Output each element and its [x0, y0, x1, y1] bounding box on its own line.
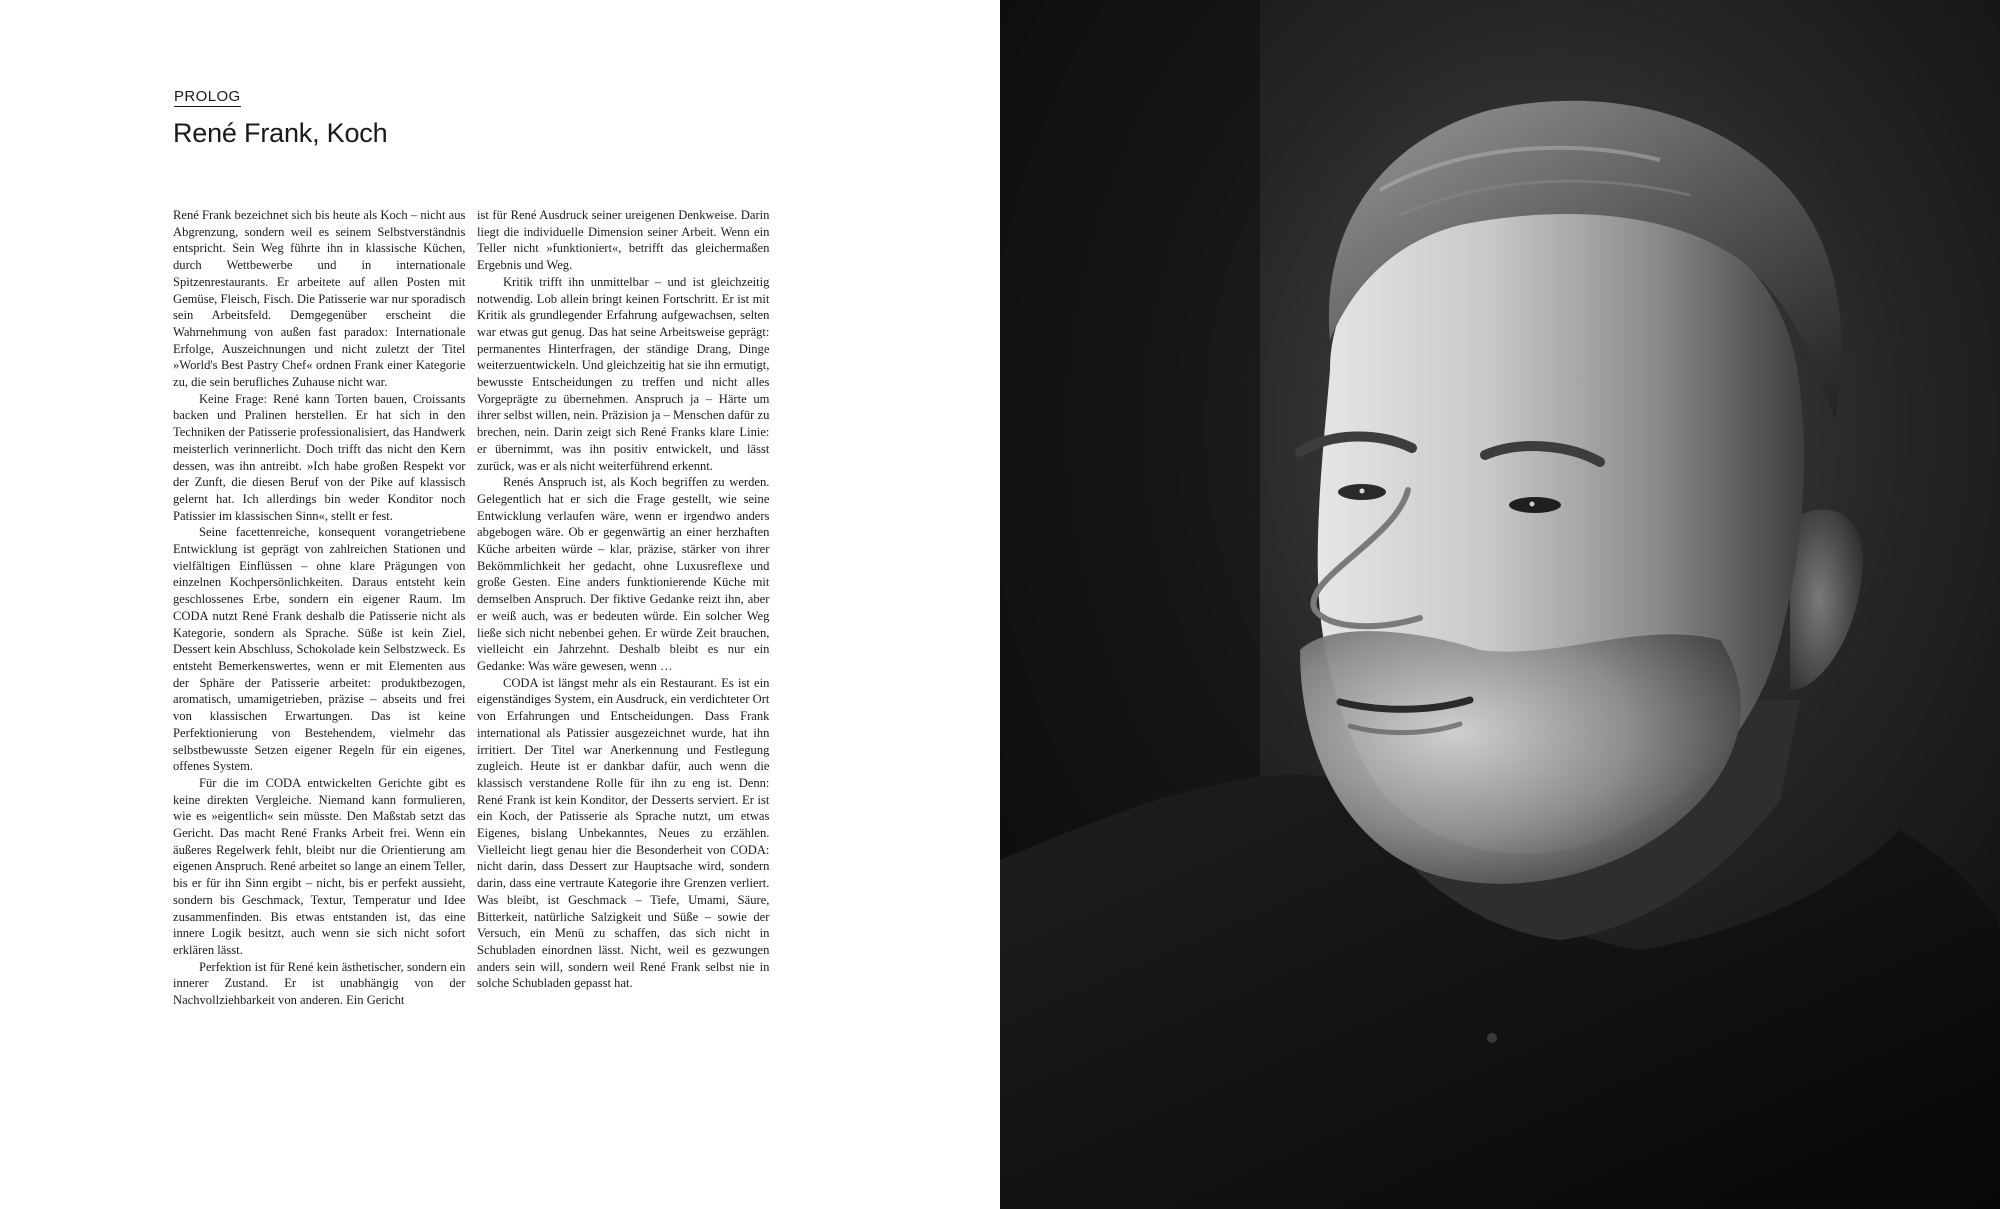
paragraph: CODA ist längst mehr als ein Restaurant. Es ist ein eigenständiges System, ein Ausdruck, ein verdichteter Ort von Erfahrungen und Entscheidungen. Dass Frank international als Patissier ausgezeichnet wurde, hat ihn irritiert. Der Titel war Anerkennung und Festlegung zugleich. Heute ist er dankbar dafür, auch wenn die klassisch verstandene Rolle für ihn zu eng ist. Denn: René Frank ist kein Konditor, der Desserts serviert. Er ist ein Koch, der Patisserie als Sprache nutzt, um etwas Eigenes, bislang Unbekanntes, Neues zu erzählen. Vielleicht liegt genau hier die Besonderheit von CODA: nicht darin, dass Dessert zur Hauptsache wird, sondern darin, dass eine vertraute Kategorie ihre Grenzen verliert. Was bleibt, ist Geschmack – Tiefe, Umami, Säure, Bitterkeit, natürliche Salzigkeit und Süße – sowie der Versuch, ein Menü zu schaffen, das sich nicht in Schubladen einordnen lässt. Nicht, weil es gezwungen anders sein will, sondern weil René Frank selbst nie in solche Schubladen gepasst hat. [477, 675, 770, 991]
paragraph: Perfektion ist für René kein ästhetischer, sondern ein innerer Zustand. Er ist unabhängig von der Nachvollziehbarkeit von anderen. Ein Gericht [173, 959, 466, 1008]
paragraph: Für die im CODA entwickelten Gerichte gibt es keine direkten Vergleiche. Niemand kann formulieren, wie es »eigentlich« sein müsste. Den Maßstab setzt das Gericht. Das macht René Franks Arbeit frei. Wenn ein äußeres Regelwerk fehlt, bleibt nur die Orientierung am eigenen Anspruch. René arbeitet so lange an einem Teller, bis er für ihn Sinn ergibt – nicht, bis er perfekt aussieht, sondern bis Geschmack, Textur, Temperatur und Idee zusammenfinden. Bis etwas entstanden ist, das eine innere Logik besitzt, auch wenn sie sich nicht sofort erklären lässt. [173, 775, 466, 957]
paragraph: René Frank bezeichnet sich bis heute als Koch – nicht aus Abgrenzung, sondern weil es seinem Selbstverständnis entspricht. Sein Weg führte ihn in klassische Küchen, durch Wettbewerbe und in internationale Spitzenrestaurants. Er arbeitete auf allen Posten mit Gemüse, Fleisch, Fisch. Die Patisserie war nur sporadisch sein Arbeitsfeld. Demgegenüber erscheint die Wahrnehmung von außen fast paradox: Internationale Erfolge, Auszeichnungen und nicht zuletzt der Titel »World's Best Pastry Chef« ordnen Frank einer Kategorie zu, die sein berufliches Zuhause nicht war. [173, 208, 466, 390]
paragraph: Kritik trifft ihn unmittelbar – und ist gleichzeitig notwendig. Lob allein bringt keinen Fortschritt. Er ist mit Kritik als grundlegender Erfahrung aufgewachsen, selten war etwas gut genug. Das hat seine Arbeitsweise geprägt: permanentes Hinterfragen, der ständige Drang, Dinge weiterzuentwickeln. Und gleichzeitig hat sie ihn ermutigt, bewusste Entscheidungen zu treffen und nicht alles Vorgeprägte zu übernehmen. Anspruch ja – Härte um ihrer selbst willen, nein. Präzision ja – Menschen dafür zu brechen, nein. Darin zeigt sich René Franks klare Linie: er übernimmt, was ihn positiv entwickelt, und lässt zurück, was er als nicht weiterführend erkennt. [477, 274, 770, 473]
paragraph: ist für René Ausdruck seiner ureigenen Denkweise. Darin liegt die individuelle Dimension seiner Arbeit. Wenn ein Teller nicht »funktioniert«, betrifft das gleichermaßen Ergebnis und Weg. [477, 208, 770, 273]
paragraph: Renés Anspruch ist, als Koch begriffen zu werden. Gelegentlich hat er sich die Frage gestellt, wie seine Entwicklung verlaufen wäre, wenn er irgendwo anders abgebogen wäre. Ob er gegenwärtig an einer herzhaften Küche arbeiten würde – klar, präzise, stärker von ihrer Bekömmlichkeit her gedacht, ohne Luxusreflexe und große Gesten. Eine anders funktionierende Küche mit demselben Anspruch. Der fiktive Gedanke reizt ihn, aber er weiß auch, was er bedeuten würde. Ein solcher Weg ließe sich nicht nebenbei gehen. Er würde Zeit brauchen, vielleicht ein Jahrzehnt. Deshalb bleibt es nur ein Gedanke: Was wäre gewesen, wenn … [477, 475, 770, 673]
paragraph: Keine Frage: René kann Torten bauen, Croissants backen und Pralinen herstellen. Er hat sich in den Techniken der Patisserie professionalisiert, das Handwerk meisterlich verinnerlicht. Doch trifft das nicht den Kern dessen, was ihn antreibt. »Ich habe großen Respekt vor der Zunft, die diesen Beruf von der Pike auf klassisch gelernt hat. Ich allerdings bin weder Konditor noch Patissier im klassischen Sinn«, stellt er fest. [173, 391, 466, 523]
section-kicker: PROLOG [174, 88, 241, 105]
portrait-illustration [1000, 0, 2000, 1209]
portrait-photo [1000, 0, 2000, 1209]
article-title: René Frank, Koch [173, 118, 388, 148]
paragraph: Seine facettenreiche, konsequent vorangetriebene Entwicklung ist geprägt von zahlreichen Stationen und vielfältigen Einflüssen – ohne klare Prägungen von einzelnen Kochpersönlichkeiten. Daraus entsteht kein geschlossenes Erbe, sondern ein eigener Raum. Im CODA nutzt René Frank deshalb die Patisserie nicht als Kategorie, sondern als Sprache. Süße ist kein Ziel, Dessert kein Abschluss, Schokolade kein Selbstzweck. Es entsteht Bemerkenswertes, wenn er mit Elementen aus der Sphäre der Patisserie arbeitet: produktbezogen, aromatisch, umamigetrieben, präzise – abseits und frei von klassischen Erwartungen. Das ist keine Perfektionierung von Bestehendem, vielmehr das selbstbewusste Setzen eigener Regeln für ein eigenes, offenes System. [173, 525, 466, 774]
